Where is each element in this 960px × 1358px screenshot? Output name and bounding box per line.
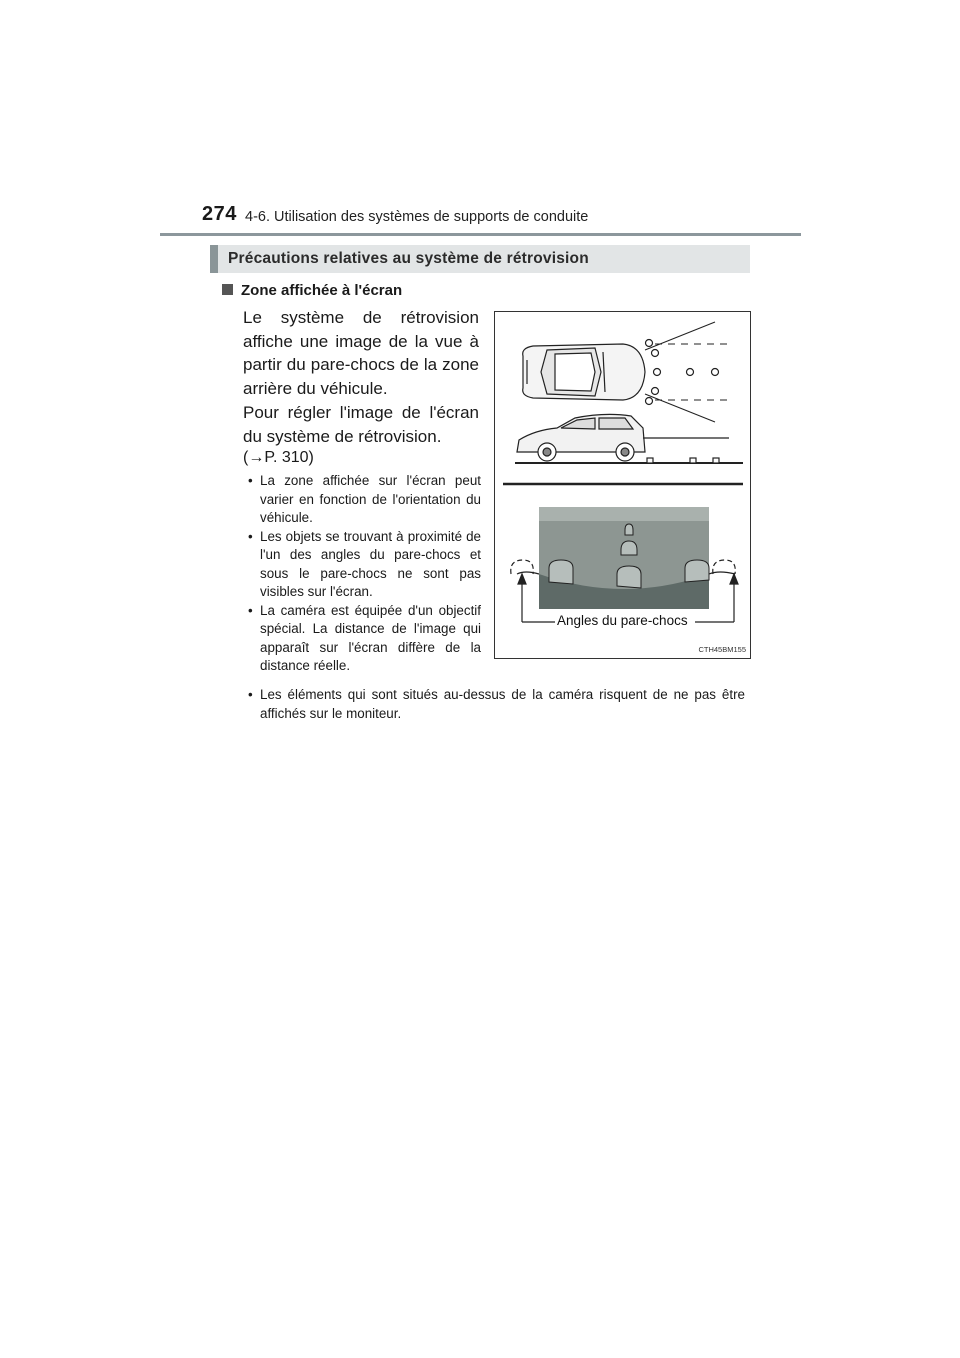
page-number: 274 — [202, 203, 237, 225]
page-reference-link[interactable]: (→P. 310) — [243, 449, 314, 466]
section-heading-bar — [210, 245, 750, 273]
subsection-heading — [222, 282, 402, 299]
header-divider — [160, 233, 801, 236]
body-paragraph-1: Le système de rétrovision affiche une image de la vue à partir du pare-chocs de la zone arrière du véhicule. — [243, 308, 479, 398]
body-paragraph-2: Pour régler l'image de l'écran du système de rétrovision. — [243, 403, 479, 446]
figure-caption: Angles du pare-chocs — [557, 613, 688, 628]
square-bullet-icon — [222, 284, 233, 295]
notes-list-wide — [245, 686, 745, 723]
car-side-view-icon — [515, 414, 743, 463]
note-item: • La zone affichée sur l'écran peut varier en fonction de l'orientation du véhicule. — [245, 472, 481, 528]
subsection-title: Zone affichée à l'écran — [241, 282, 403, 299]
chapter-title: 4-6. Utilisation des systèmes de supports de conduite — [245, 209, 589, 225]
note-item: • Les objets se trouvant à proximité de l'un des angles du pare-chocs et sous le pare-chocs ne sont pas visibles sur l'écran. — [245, 528, 481, 602]
car-top-view-icon — [523, 344, 645, 400]
note-item: • La caméra est équipée d'un objectif spécial. La distance de l'image qui apparaît sur l'écran diffère de la distance réelle. — [245, 602, 481, 676]
section-title: Précautions relatives au système de rétrovision — [228, 250, 589, 267]
figure-code: CTH45BM155 — [698, 645, 746, 654]
note-item: • Les éléments qui sont situés au-dessus de la caméra risquent de ne pas être affichés sur le moniteur. — [245, 686, 745, 723]
notes-list — [245, 472, 481, 676]
camera-diagram — [495, 312, 750, 658]
rear-view-camera-illustration — [494, 311, 751, 659]
obstacle-markers — [646, 340, 719, 405]
camera-screen-view — [539, 507, 709, 609]
